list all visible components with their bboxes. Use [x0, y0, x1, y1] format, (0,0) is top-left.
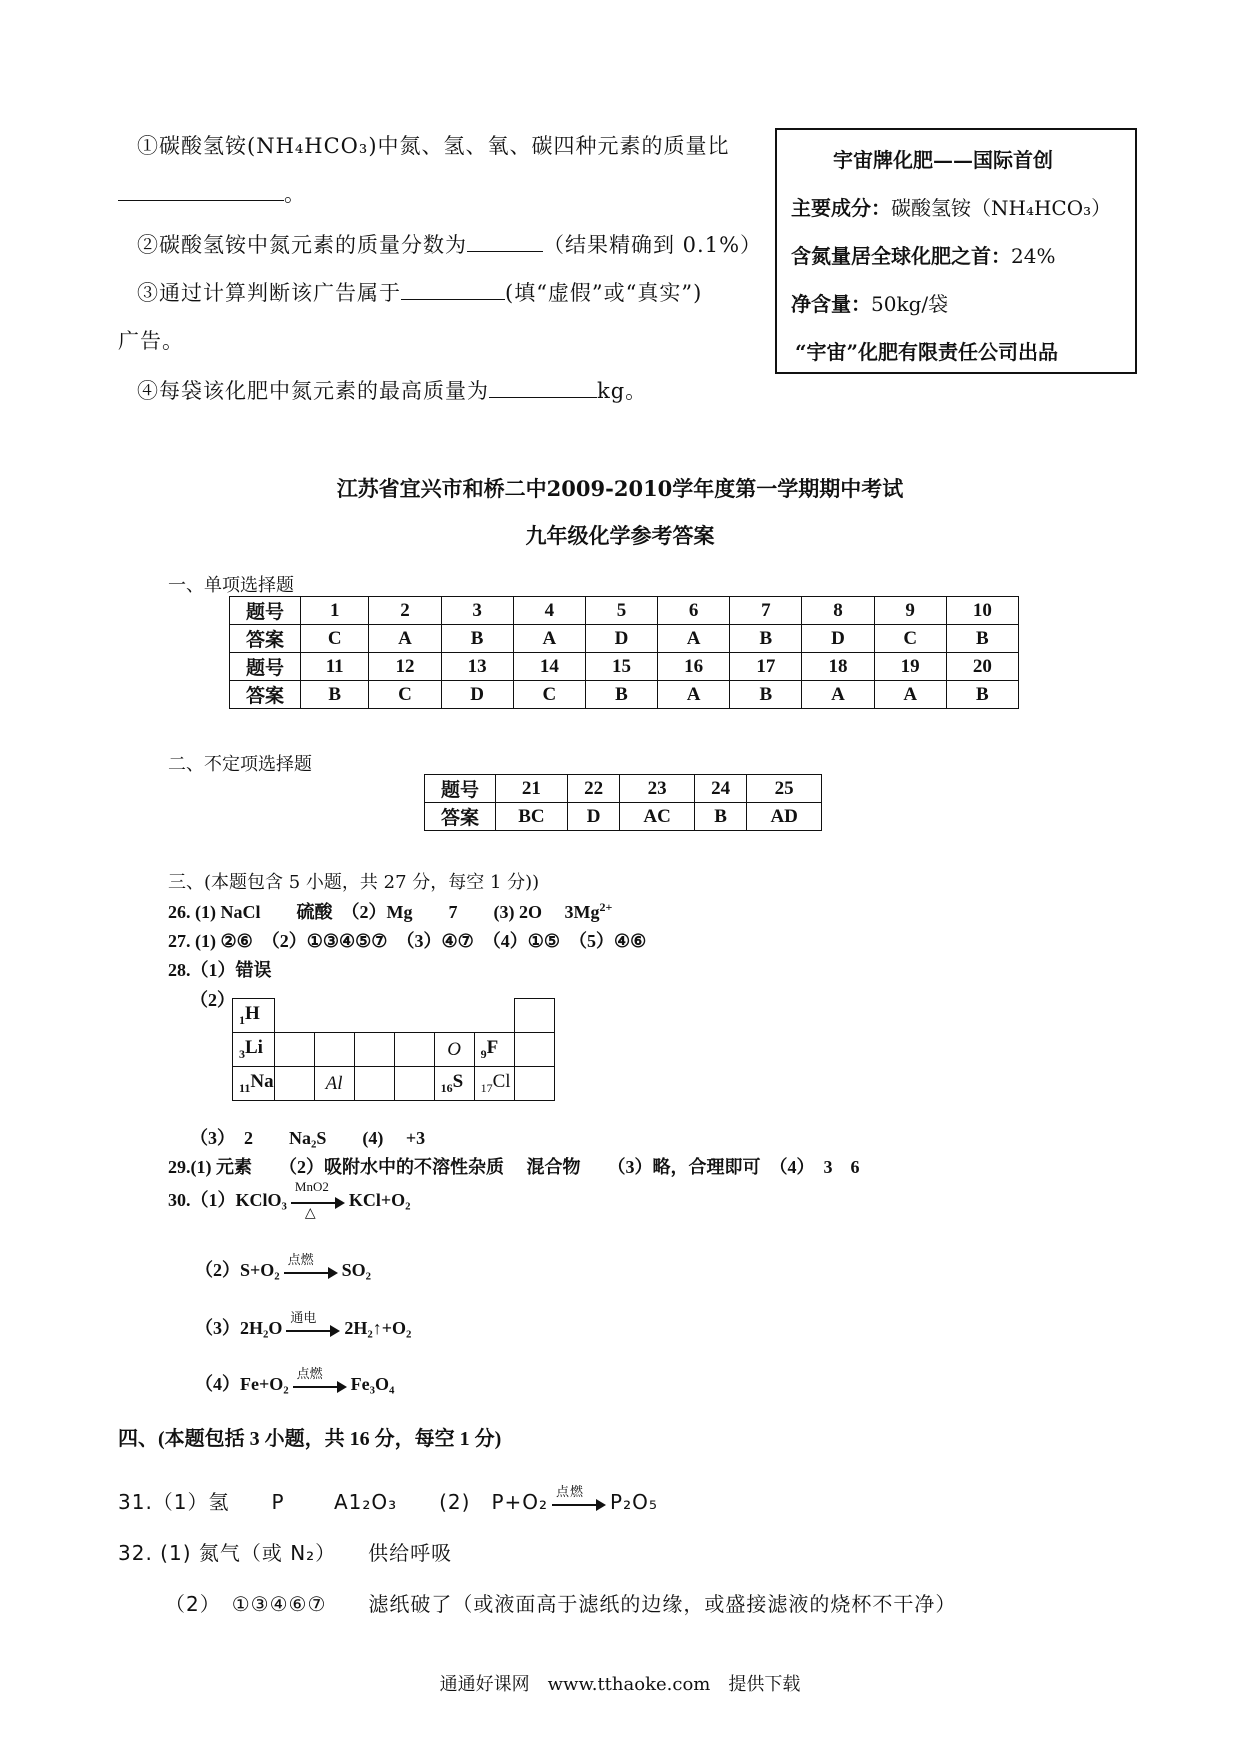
section-4-title: 四、(本题包括 3 小题，共 16 分，每空 1 分) [118, 1428, 502, 1450]
table-row [425, 775, 822, 803]
question-4-end: kg。 [597, 379, 648, 403]
question-4 [137, 375, 647, 405]
ad-nitrogen: 含氮量居全球化肥之首：24% [791, 244, 1056, 268]
answer-28-1: 28.（1）错误 [168, 960, 272, 980]
answer-28-3: （3） 2 Na₂S (4) +3 [190, 1128, 426, 1148]
ad-maker: “宇宙”化肥有限责任公司出品 [795, 340, 1059, 364]
table-cell: B [301, 681, 369, 709]
table-cell: 11 [301, 653, 369, 681]
table-cell: 18 [802, 653, 874, 681]
table-cell: A [874, 681, 946, 709]
table-cell: 16 [658, 653, 730, 681]
table-cell: 14 [513, 653, 585, 681]
ad-ingredient: 主要成分：碳酸氢铵（NH₄HCO₃） [791, 196, 1112, 220]
table-cell: 22 [567, 775, 619, 803]
table-cell: 9 [874, 597, 946, 625]
table-cell: 13 [441, 653, 513, 681]
table-cell: 25 [747, 775, 822, 803]
table-cell: 7 [730, 597, 802, 625]
table-cell: D [585, 625, 657, 653]
table-cell: BC [496, 803, 568, 831]
answer-blank[interactable] [467, 231, 543, 252]
table-row [425, 803, 822, 831]
reaction-arrow: MnO2 △ [291, 1195, 345, 1209]
question-2 [137, 229, 762, 259]
periodic-table-fragment [232, 998, 555, 1101]
table-cell: A [513, 625, 585, 653]
question-3-continued: 广告。 [118, 329, 184, 353]
answer-32-1: 32. (1) 氮气（或 N₂） 供给呼吸 [118, 1541, 453, 1565]
table-row [230, 681, 1019, 709]
question-4-text: ④每袋该化肥中氮元素的最高质量为 [137, 379, 489, 403]
element-h: $_1$H [233, 999, 275, 1033]
table-cell: C [301, 625, 369, 653]
table-cell: B [441, 625, 513, 653]
table-cell: A [802, 681, 874, 709]
table-cell: 20 [946, 653, 1018, 681]
answer-32-2: （2） ①③④⑥⑦ 滤纸破了（或液面高于滤纸的边缘，或盛接滤液的烧杯不干净） [165, 1592, 957, 1616]
element-na: $_{11}$Na [233, 1067, 275, 1101]
table-cell: 4 [513, 597, 585, 625]
table-cell: 5 [585, 597, 657, 625]
question-3-end: (填“虚假”或“真实”) [505, 281, 703, 305]
table-cell: B [946, 681, 1018, 709]
table-cell: A [658, 681, 730, 709]
table-cell: 19 [874, 653, 946, 681]
table-cell: B [694, 803, 746, 831]
table-cell: 23 [620, 775, 695, 803]
element-f: $_9$F [474, 1033, 514, 1067]
answer-blank[interactable] [401, 279, 505, 300]
question-1 [137, 130, 730, 160]
table-cell: B [585, 681, 657, 709]
row-label: 题号 [230, 597, 301, 625]
advertisement-box [775, 128, 1137, 374]
answer-27: 27. (1) ②⑥ （2）①③④⑤⑦ （3）④⑦ （4）①⑤ （5）④⑥ [168, 931, 647, 951]
question-1-answer-line [118, 178, 306, 208]
table-cell: AD [747, 803, 822, 831]
table-cell: A [369, 625, 441, 653]
table-row [230, 625, 1019, 653]
answer-30-2: （2）S+O₂ 点燃 SO₂ [195, 1251, 372, 1280]
table-cell: C [874, 625, 946, 653]
question-1-text: ①碳酸氢铵(NH₄HCO₃)中氮、氢、氧、碳四种元素的质量比 [137, 134, 730, 158]
answer-table-1 [229, 596, 1019, 709]
question-2-text: ②碳酸氢铵中氮元素的质量分数为 [137, 233, 467, 257]
row-label: 答案 [230, 681, 301, 709]
section-3-title: 三、(本题包含 5 小题，共 27 分，每空 1 分)) [168, 872, 540, 893]
table-cell: 24 [694, 775, 746, 803]
table-cell: 6 [658, 597, 730, 625]
table-cell: 3 [441, 597, 513, 625]
answer-blank[interactable] [118, 180, 284, 201]
answer-29: 29.(1) 元素 （2）吸附水中的不溶性杂质 混合物 （3）略，合理即可 （4） 3 6 [168, 1157, 860, 1177]
table-cell: B [730, 625, 802, 653]
answer-28-2: （2） [190, 990, 235, 1010]
answer-31: 31.（1）氢 P A1₂O₃ (2) P+O₂ 点燃 P₂O₅ [118, 1484, 658, 1514]
page-title: 江苏省宜兴市和桥二中2009-2010学年度第一学期期中考试 [336, 476, 904, 501]
table-cell: C [513, 681, 585, 709]
table-cell: AC [620, 803, 695, 831]
ad-title: 宇宙牌化肥——国际首创 [833, 148, 1053, 172]
section-1-title: 一、单项选择题 [168, 575, 294, 596]
answer-26: 26. (1) NaCl 硫酸 （2）Mg 7 (3) 2O $3Mg^{2+}$ [168, 900, 613, 922]
row-label: 题号 [425, 775, 496, 803]
table-cell: B [946, 625, 1018, 653]
reaction-arrow: 点燃 [552, 1497, 606, 1511]
table-cell: A [658, 625, 730, 653]
question-1-end: 。 [284, 182, 306, 206]
table-cell: C [369, 681, 441, 709]
answer-30-3: （3）2H₂O 通电 2H₂↑+O₂ [195, 1309, 412, 1338]
page-footer: 通通好课网 www.tthaoke.com 提供下载 [439, 1674, 801, 1695]
table-row [230, 597, 1019, 625]
table-cell: 1 [301, 597, 369, 625]
element-al: Al [314, 1067, 354, 1101]
answer-30-1: 30.（1）KClO₃ MnO2 △ KCl+O₂ [168, 1178, 411, 1221]
element-li: $_3$Li [233, 1033, 275, 1067]
reaction-arrow: 通电 [286, 1323, 340, 1337]
reaction-arrow: 点燃 [293, 1379, 347, 1393]
answer-table-2 [424, 774, 822, 831]
table-cell: 21 [496, 775, 568, 803]
table-row [230, 653, 1019, 681]
answer-30-4: （4）Fe+O₂ 点燃 Fe₃O₄ [195, 1365, 395, 1394]
table-cell: 10 [946, 597, 1018, 625]
ad-net-content: 净含量：50kg/袋 [791, 292, 949, 316]
table-cell: 15 [585, 653, 657, 681]
question-3 [137, 277, 702, 307]
page-subtitle: 九年级化学参考答案 [525, 523, 715, 548]
answer-blank[interactable] [489, 377, 597, 398]
table-cell: 8 [802, 597, 874, 625]
row-label: 答案 [230, 625, 301, 653]
row-label: 答案 [425, 803, 496, 831]
table-cell: D [441, 681, 513, 709]
element-s: $_{16}$S [434, 1067, 474, 1101]
question-3-text: ③通过计算判断该广告属于 [137, 281, 401, 305]
table-cell: B [730, 681, 802, 709]
table-cell: 12 [369, 653, 441, 681]
table-cell: 2 [369, 597, 441, 625]
empty-cell [514, 999, 554, 1033]
row-label: 题号 [230, 653, 301, 681]
question-2-end: （结果精确到 0.1%） [543, 233, 763, 257]
table-cell: D [802, 625, 874, 653]
reaction-arrow: 点燃 [284, 1265, 338, 1279]
element-cl: $_{17}$Cl [474, 1067, 514, 1101]
table-cell: 17 [730, 653, 802, 681]
table-cell: D [567, 803, 619, 831]
section-2-title: 二、不定项选择题 [168, 754, 312, 775]
element-o: O [434, 1033, 474, 1067]
